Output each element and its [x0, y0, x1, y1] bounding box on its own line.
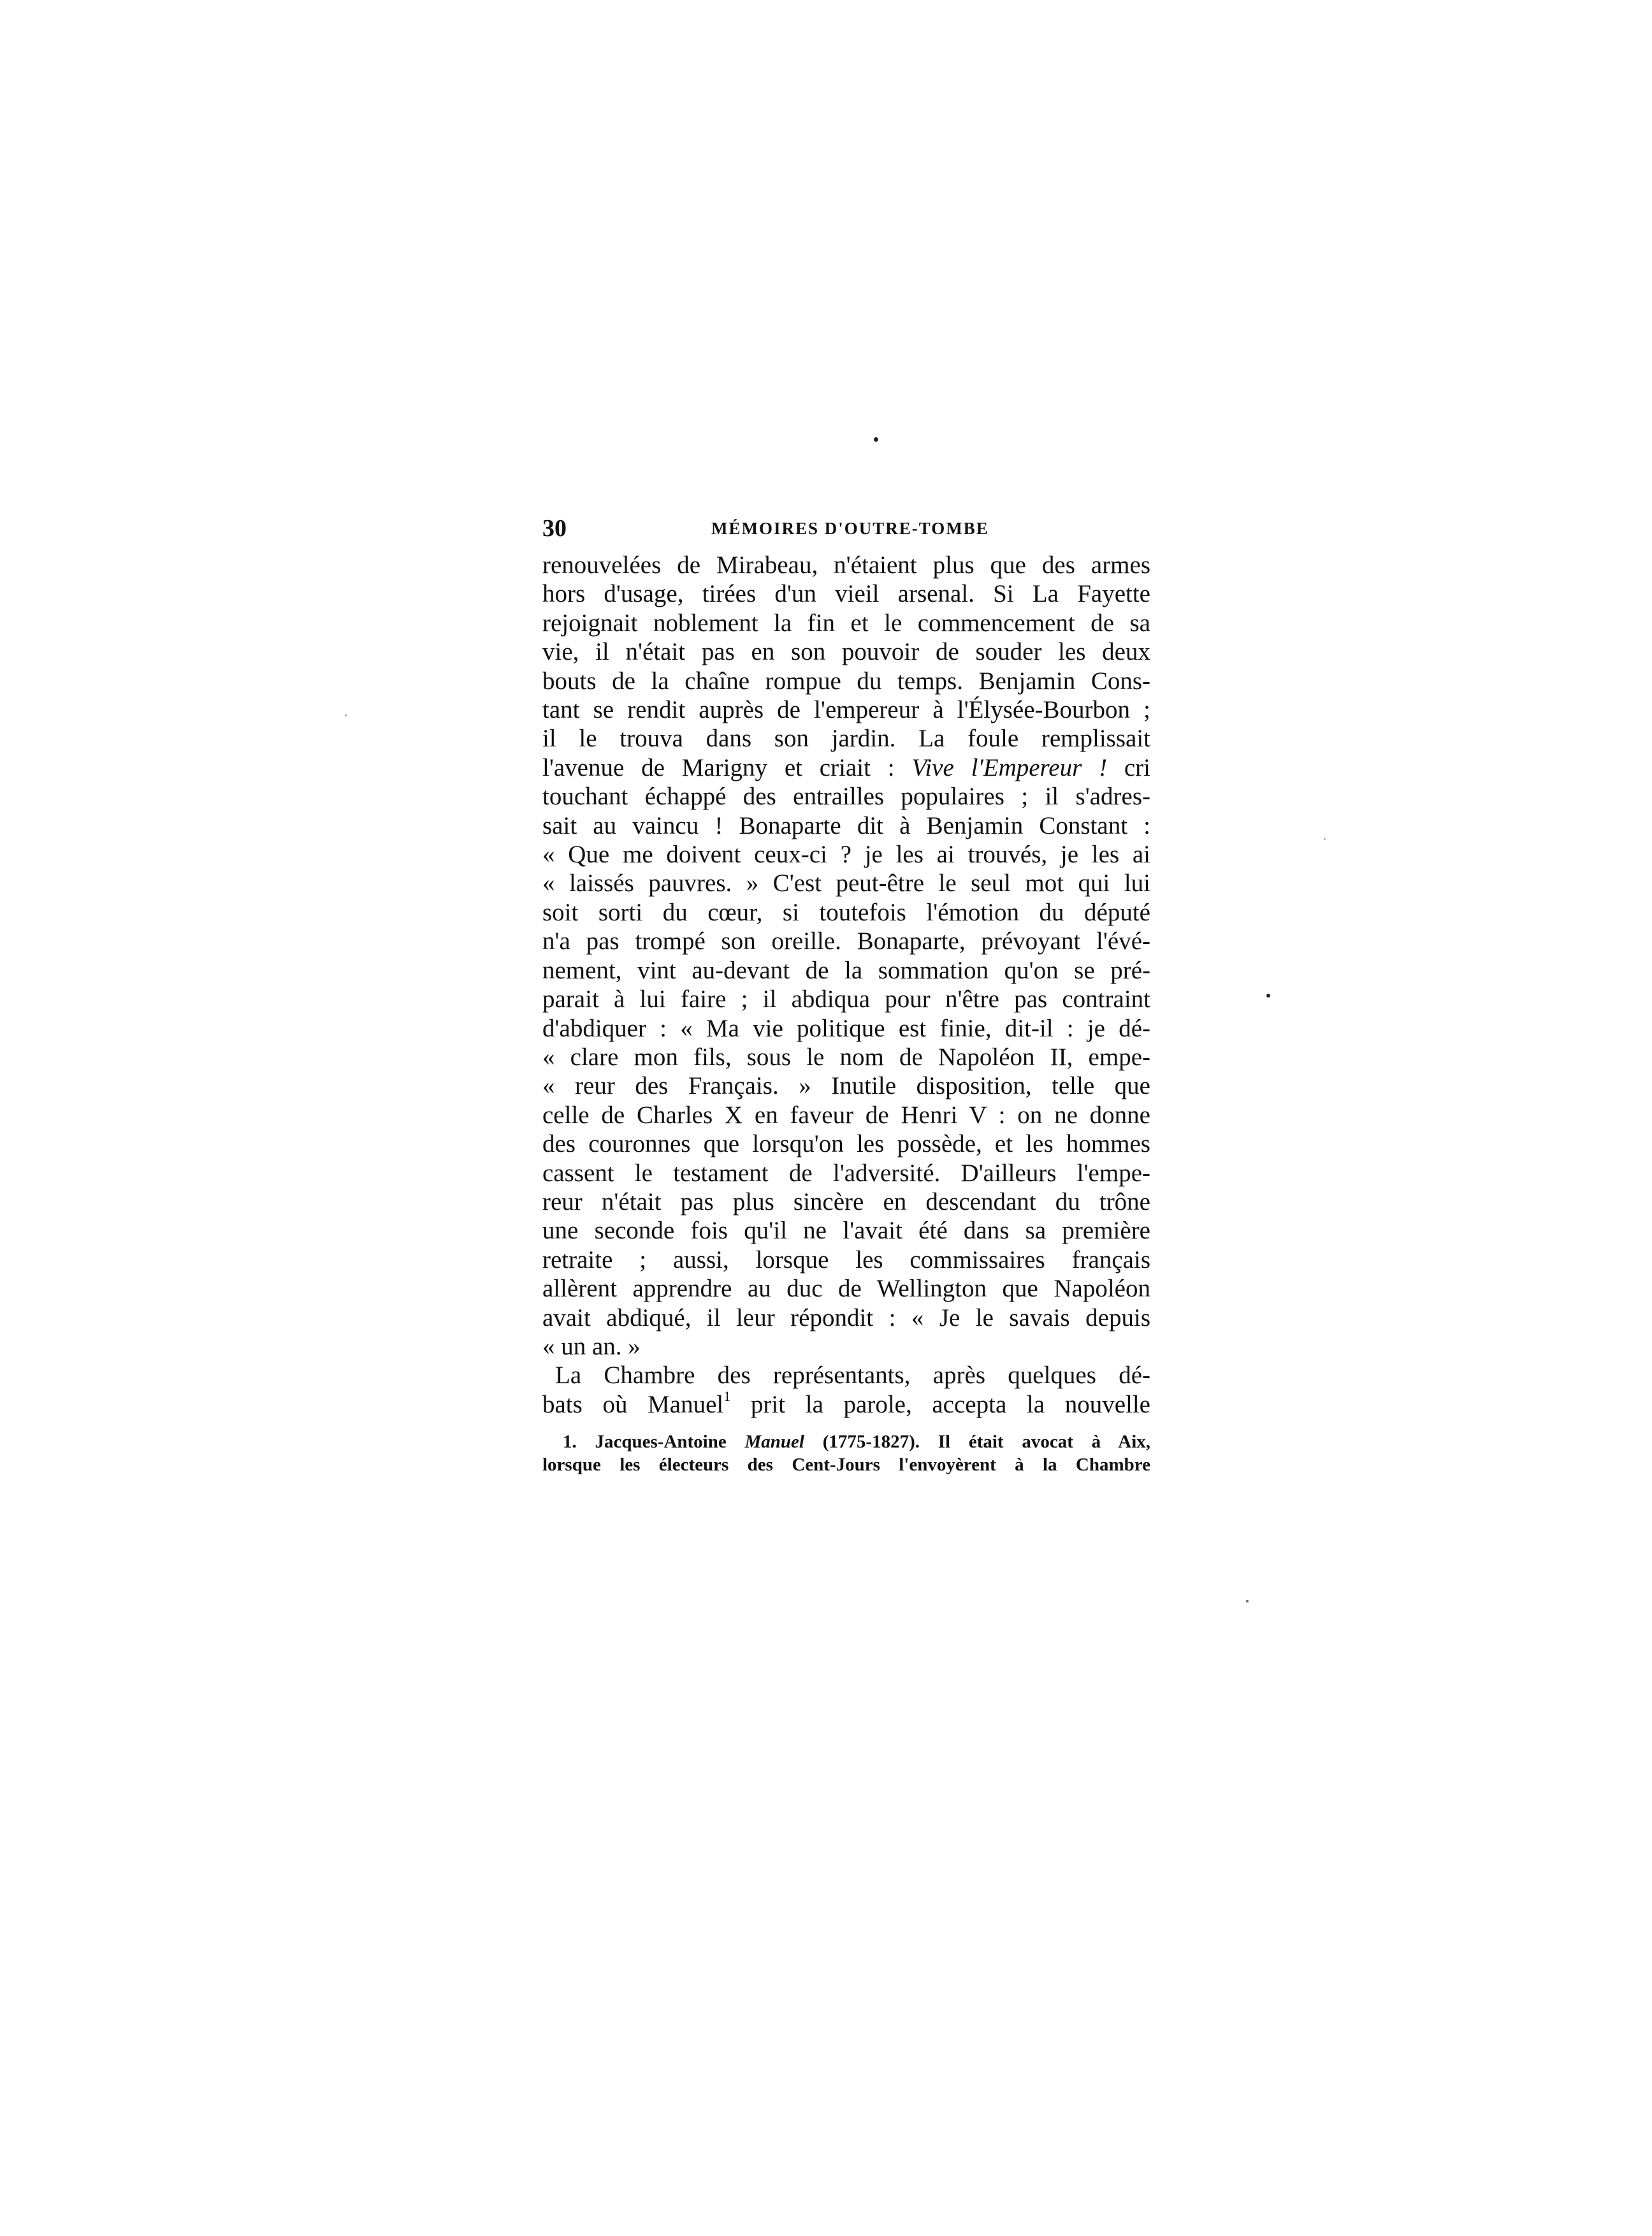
text-line: des couronnes que lorsqu'on les possède, et les hommes [542, 1130, 1150, 1158]
text-line: d'abdiquer : « Ma vie politique est finie, dit-il : je dé- [542, 1014, 1150, 1042]
footnote-line: lorsque les électeurs des Cent-Jours l'envoyèrent à la Chambre [542, 1455, 1150, 1476]
italic-name: Manuel [744, 1432, 804, 1453]
footnote-reference: 1 [723, 1388, 731, 1404]
text-segment: (1775-1827). Il était avocat à Aix, [822, 1432, 1151, 1453]
text-line: « un an. » [542, 1332, 641, 1360]
text-line [542, 1390, 1150, 1419]
text-line: touchant échappé des entrailles populaires ; il s'adres- [542, 783, 1150, 811]
text-line: bouts de la chaîne rompue du temps. Benjamin Cons- [542, 667, 1150, 695]
footnote-number: 1. [563, 1432, 577, 1453]
page-number: 30 [542, 515, 567, 542]
book-page [542, 510, 1150, 1476]
ink-speck [1266, 994, 1270, 998]
text-line: nement, vint au-devant de la sommation qu'on se pré- [542, 956, 1150, 984]
text-line [542, 753, 1150, 782]
text-line: tant se rendit auprès de l'empereur à l'Élysée-Bourbon ; [542, 696, 1150, 724]
footnote [542, 1430, 1150, 1476]
text-segment: prit la parole, accepta la nouvelle [750, 1390, 1150, 1418]
italic-phrase: Vive l'Empereur ! [911, 753, 1108, 781]
text-line: cassent le testament de l'adversité. D'ailleurs l'empe- [542, 1159, 1150, 1187]
text-line: parait à lui faire ; il abdiqua pour n'être pas contraint [542, 985, 1150, 1013]
text-line: « clare mon fils, sous le nom de Napoléon II, empe- [542, 1043, 1150, 1071]
text-line: sait au vaincu ! Bonaparte dit à Benjamin Constant : [542, 811, 1150, 839]
ink-speck [345, 715, 347, 716]
text-line: n'a pas trompé son oreille. Bonaparte, prévoyant l'évé- [542, 927, 1150, 955]
text-segment: bats où Manuel [542, 1390, 724, 1418]
running-title: MÉMOIRES D'OUTRE-TOMBE [711, 519, 989, 538]
text-line: rejoignait noblement la fin et le commencement de sa [542, 609, 1150, 637]
ink-speck [874, 437, 878, 442]
text-segment: l'avenue de Marigny et criait : [542, 753, 895, 781]
text-line: une seconde fois qu'il ne l'avait été dans sa première [542, 1217, 1150, 1245]
text-line: « laissés pauvres. » C'est peut-être le seul mot qui lui [542, 869, 1150, 897]
text-line: renouvelées de Mirabeau, n'étaient plus que des armes [542, 551, 1150, 579]
text-line: vie, il n'était pas en son pouvoir de souder les deux [542, 638, 1150, 666]
running-head [542, 510, 1150, 547]
text-line: La Chambre des représentants, après quelques dé- [555, 1361, 1150, 1390]
text-line: avait abdiqué, il leur répondit : « Je le savais depuis [542, 1303, 1150, 1332]
text-line: reur n'était pas plus sincère en descendant du trône [542, 1187, 1150, 1216]
text-line: retraite ; aussi, lorsque les commissaires français [542, 1245, 1150, 1274]
text-line: « reur des Français. » Inutile disposition, telle que [542, 1072, 1150, 1100]
text-segment: cri [1124, 753, 1151, 781]
text-line: allèrent apprendre au duc de Wellington que Napoléon [542, 1275, 1150, 1303]
text-line: hors d'usage, tirées d'un vieil arsenal. Si La Fayette [542, 580, 1150, 608]
text-line: soit sorti du cœur, si toutefois l'émotion du député [542, 898, 1150, 926]
ink-speck [1324, 838, 1326, 840]
body-text [542, 551, 1150, 1419]
text-line: « Que me doivent ceux-ci ? je les ai trouvés, je les ai [542, 841, 1150, 869]
text-line: il le trouva dans son jardin. La foule remplissait [542, 725, 1150, 753]
ink-speck [1246, 1600, 1249, 1602]
text-line: celle de Charles X en faveur de Henri V : on ne donne [542, 1101, 1150, 1129]
footnote-line [542, 1430, 1150, 1453]
text-segment: Jacques-Antoine [595, 1432, 727, 1453]
